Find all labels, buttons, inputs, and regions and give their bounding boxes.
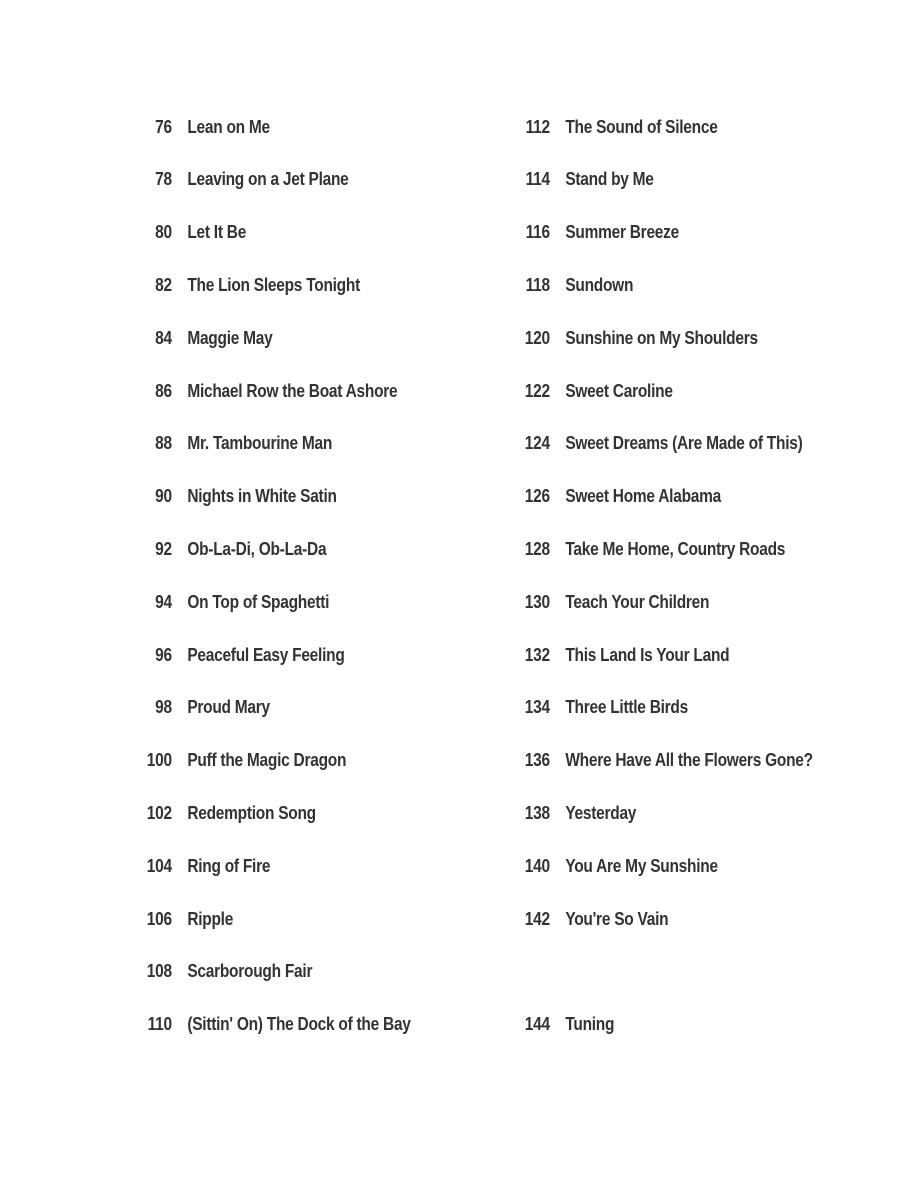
page-number: 132 <box>524 644 550 665</box>
page-number: 80 <box>155 222 172 243</box>
song-title: Yesterday <box>565 802 637 823</box>
page-number: 88 <box>155 433 172 454</box>
song-title: The Lion Sleeps Tonight <box>187 274 360 295</box>
page-number: 136 <box>524 750 550 771</box>
toc-entry <box>512 323 758 353</box>
song-title: Ripple <box>187 908 234 929</box>
toc-entry <box>134 534 326 564</box>
page-number: 130 <box>524 591 550 612</box>
page-number: 96 <box>155 644 172 665</box>
song-title: Scarborough Fair <box>187 961 313 982</box>
song-title: Sunshine on My Shoulders <box>565 327 758 348</box>
toc-entry <box>134 1010 411 1040</box>
toc-entry <box>134 165 349 195</box>
page-number: 118 <box>525 274 550 295</box>
song-title: Sweet Caroline <box>565 380 673 401</box>
toc-entry <box>512 693 688 723</box>
song-title: Where Have All the Flowers Gone? <box>565 750 813 771</box>
song-title: Sundown <box>565 274 634 295</box>
page-number: 116 <box>525 222 550 243</box>
song-title: Ring of Fire <box>187 855 271 876</box>
toc-entry <box>134 482 337 512</box>
toc-entry <box>512 270 633 300</box>
song-title: Sweet Home Alabama <box>565 486 721 507</box>
toc-entry <box>134 693 270 723</box>
song-title: Teach Your Children <box>565 591 710 612</box>
page-number: 84 <box>155 327 172 348</box>
page-number: 100 <box>146 750 172 771</box>
page-number: 76 <box>155 116 172 137</box>
page-number: 78 <box>155 169 172 190</box>
page-number: 142 <box>524 908 550 929</box>
toc-entry <box>512 798 636 828</box>
toc-entry <box>512 1010 614 1040</box>
toc-entry <box>512 482 721 512</box>
toc-entry <box>512 376 673 406</box>
page-number: 108 <box>146 961 172 982</box>
toc-entry <box>134 904 233 934</box>
toc-entry <box>512 534 785 564</box>
page-number: 140 <box>524 855 550 876</box>
song-title: Tuning <box>565 1014 615 1035</box>
toc-entry <box>512 640 729 670</box>
song-title: Michael Row the Boat Ashore <box>187 380 398 401</box>
song-title: Summer Breeze <box>565 222 679 243</box>
page-number: 126 <box>524 486 550 507</box>
song-title: Lean on Me <box>187 116 270 137</box>
page-number: 112 <box>525 116 550 137</box>
song-title: Peaceful Easy Feeling <box>187 644 345 665</box>
toc-entry <box>134 640 345 670</box>
toc-entry <box>134 376 397 406</box>
song-title: Redemption Song <box>187 802 316 823</box>
toc-entry <box>512 429 802 459</box>
page-number: 138 <box>524 802 550 823</box>
page-number: 134 <box>524 697 550 718</box>
toc-entry <box>134 323 272 353</box>
toc-entry <box>134 798 316 828</box>
page-number: 86 <box>155 380 172 401</box>
song-title: Ob-La-Di, Ob-La-Da <box>187 538 327 559</box>
toc-entry <box>512 218 679 248</box>
toc-entry <box>134 957 312 987</box>
toc-entry <box>134 112 270 142</box>
page-number: 110 <box>147 1014 172 1035</box>
toc-entry <box>512 165 654 195</box>
page-number: 122 <box>524 380 550 401</box>
song-title: You're So Vain <box>565 908 669 929</box>
page-number: 120 <box>524 327 550 348</box>
page-number: 90 <box>155 486 172 507</box>
toc-entry <box>134 851 270 881</box>
page-number: 144 <box>524 1014 550 1035</box>
song-title: This Land Is Your Land <box>565 644 730 665</box>
page-number: 94 <box>155 591 172 612</box>
song-title: Mr. Tambourine Man <box>187 433 333 454</box>
page-number: 106 <box>146 908 172 929</box>
song-title: On Top of Spaghetti <box>187 591 330 612</box>
toc-entry <box>134 270 360 300</box>
toc-entry <box>512 904 668 934</box>
song-title: Nights in White Satin <box>187 486 337 507</box>
song-title: The Sound of Silence <box>565 116 718 137</box>
song-title: You Are My Sunshine <box>565 855 718 876</box>
page-number: 104 <box>146 855 172 876</box>
toc-entry <box>512 746 813 776</box>
page-number: 82 <box>155 274 172 295</box>
page-number: 102 <box>146 802 172 823</box>
page-number: 98 <box>155 697 172 718</box>
page-number: 124 <box>524 433 550 454</box>
page-number: 92 <box>155 538 172 559</box>
toc-entry <box>134 218 246 248</box>
song-title: Three Little Birds <box>565 697 688 718</box>
song-title: Let It Be <box>187 222 247 243</box>
song-title: Puff the Magic Dragon <box>187 750 347 771</box>
toc-entry <box>512 851 718 881</box>
song-title: (Sittin' On) The Dock of the Bay <box>187 1014 411 1035</box>
song-title: Maggie May <box>187 327 273 348</box>
toc-entry <box>134 746 346 776</box>
song-title: Sweet Dreams (Are Made of This) <box>565 433 803 454</box>
toc-entry <box>512 587 709 617</box>
page-number: 114 <box>525 169 550 190</box>
song-title: Leaving on a Jet Plane <box>187 169 349 190</box>
song-title: Proud Mary <box>187 697 270 718</box>
page-number: 128 <box>524 538 550 559</box>
toc-entry <box>134 429 332 459</box>
toc-entry <box>134 587 329 617</box>
song-title: Take Me Home, Country Roads <box>565 538 786 559</box>
toc-entry <box>512 112 718 142</box>
song-title: Stand by Me <box>565 169 654 190</box>
